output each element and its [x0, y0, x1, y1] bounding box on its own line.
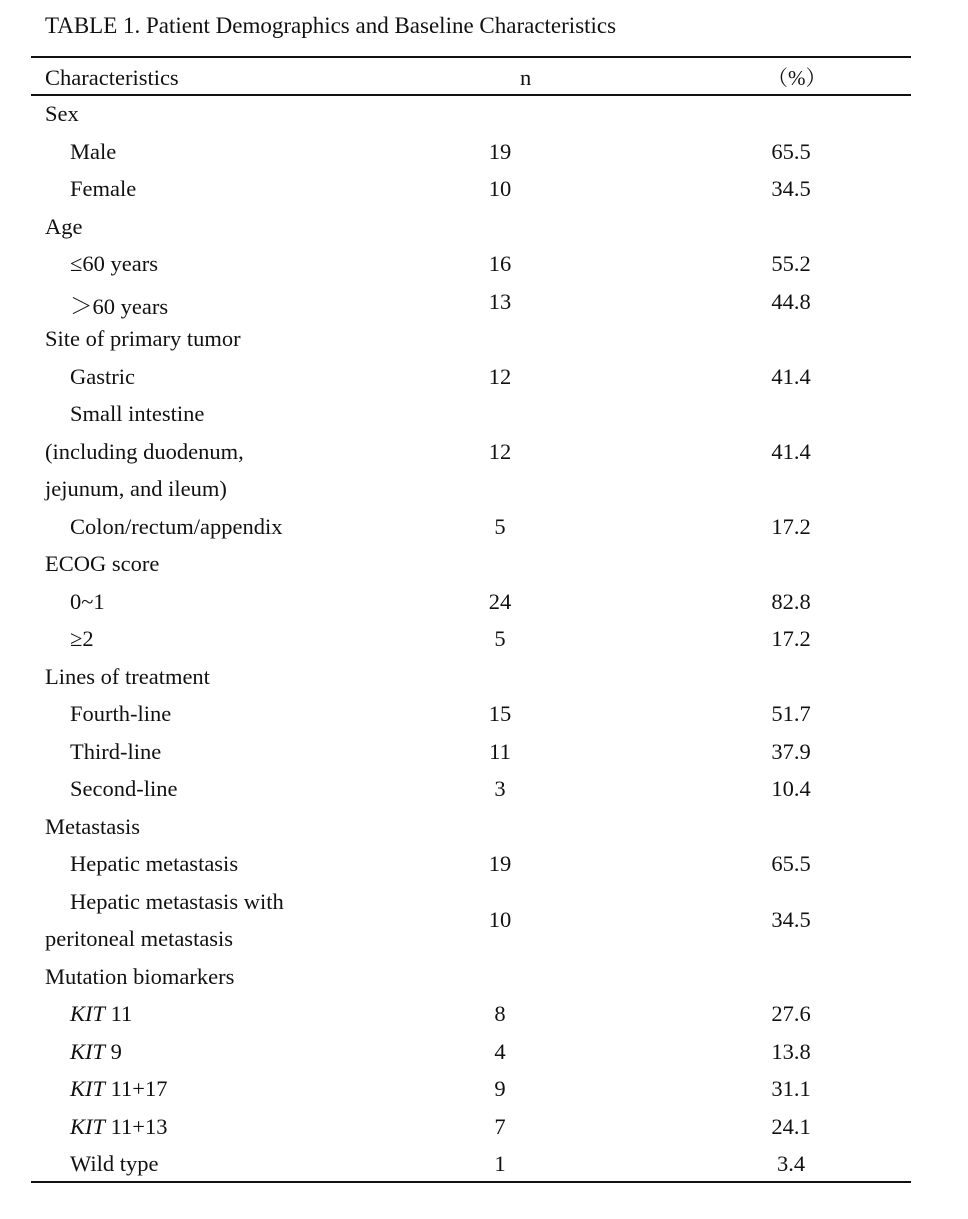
n-value: 12 — [488, 363, 512, 389]
n-value: 16 — [488, 251, 512, 276]
table-row — [0, 626, 968, 664]
bottom-rule — [31, 1181, 911, 1183]
header-rule — [31, 94, 911, 96]
row-label-cont: peritoneal metastasis — [45, 926, 234, 951]
group-row — [0, 214, 968, 252]
row-label — [70, 1114, 168, 1140]
group-label: Mutation biomarkers — [45, 963, 235, 989]
n-value: 4 — [494, 1038, 506, 1064]
n-value: 24 — [488, 588, 512, 614]
row-label: Third-line — [70, 738, 162, 764]
row-label-cont: jejunum, and ileum) — [45, 476, 227, 501]
percent-value: 65.5 — [771, 138, 811, 164]
percent-value: 3.4 — [776, 1151, 806, 1176]
n-value: 3 — [494, 776, 506, 801]
table-header — [0, 60, 968, 94]
n-value: 11 — [489, 738, 511, 764]
group-label: Lines of treatment — [45, 663, 210, 689]
row-label: Male — [70, 138, 117, 164]
n-value: 1 — [494, 1151, 506, 1176]
n-value: 19 — [488, 851, 512, 876]
row-label — [70, 1076, 168, 1102]
table-row — [0, 289, 968, 327]
table-row — [0, 589, 968, 627]
row-label: Fourth-line — [70, 701, 172, 726]
n-value: 10 — [488, 907, 512, 933]
group-row — [0, 551, 968, 589]
percent-value: 55.2 — [771, 251, 811, 276]
row-label: ＞60 years — [70, 293, 169, 319]
n-value: 12 — [488, 438, 512, 464]
table-row — [0, 739, 968, 777]
row-label-cont: (including duodenum, — [45, 438, 244, 464]
row-label: Second-line — [70, 776, 178, 801]
table-row — [0, 176, 968, 214]
table-row — [0, 851, 968, 889]
table-row — [0, 1076, 968, 1114]
table-caption: TABLE 1. Patient Demographics and Baseline Characteristics — [45, 13, 617, 38]
row-label: ≥2 — [70, 626, 94, 651]
percent-value: 10.4 — [771, 776, 811, 801]
gene-name: KIT — [70, 1038, 106, 1064]
table-row — [0, 1114, 968, 1152]
gene-name: KIT — [70, 1001, 106, 1026]
group-label: Metastasis — [45, 813, 140, 839]
n-value: 15 — [488, 701, 512, 726]
n-value: 13 — [488, 288, 512, 314]
percent-value: 41.4 — [771, 438, 811, 464]
n-value: 5 — [494, 513, 506, 539]
table-row — [0, 776, 968, 814]
gene-name: KIT — [70, 1113, 106, 1139]
row-label — [70, 1001, 132, 1027]
table-row — [0, 1039, 968, 1077]
header-percent: （%） — [767, 66, 827, 90]
percent-value: 13.8 — [771, 1038, 811, 1064]
n-value: 9 — [494, 1076, 506, 1101]
top-rule — [31, 56, 911, 58]
group-row — [0, 101, 968, 139]
header-n: n — [520, 65, 532, 90]
percent-value: 37.9 — [771, 738, 811, 764]
header-characteristics: Characteristics — [45, 65, 179, 90]
row-label: Small intestine — [70, 401, 205, 426]
table-row — [0, 251, 968, 289]
percent-value: 17.2 — [771, 626, 811, 651]
exon-label: 9 — [105, 1038, 122, 1064]
table-row — [0, 1001, 968, 1039]
percent-value: 17.2 — [771, 513, 811, 539]
exon-label: 11+13 — [105, 1113, 168, 1139]
row-label: Female — [70, 176, 137, 201]
row-label: Hepatic metastasis — [70, 851, 239, 876]
row-label: 0~1 — [70, 588, 105, 614]
percent-value: 34.5 — [771, 907, 811, 933]
group-label: Age — [45, 213, 83, 239]
group-label: Site of primary tumor — [45, 326, 241, 351]
exon-label: 11+17 — [105, 1076, 168, 1101]
row-label: Colon/rectum/appendix — [70, 513, 283, 539]
group-label: ECOG score — [45, 551, 160, 576]
group-row — [0, 326, 968, 364]
gene-name: KIT — [70, 1076, 106, 1101]
row-label: Wild type — [70, 1151, 159, 1176]
percent-value: 82.8 — [771, 588, 811, 614]
table-row — [0, 401, 968, 514]
group-label: Sex — [45, 101, 79, 126]
exon-label: 11 — [105, 1001, 133, 1026]
percent-value: 31.1 — [771, 1076, 811, 1101]
n-value: 8 — [494, 1001, 506, 1026]
table-row — [0, 889, 968, 964]
n-value: 19 — [488, 138, 512, 164]
n-value: 5 — [494, 626, 506, 651]
group-row — [0, 664, 968, 702]
row-label: Gastric — [70, 363, 135, 389]
percent-value: 24.1 — [771, 1113, 811, 1139]
row-label — [70, 1039, 122, 1065]
percent-value: 34.5 — [771, 176, 811, 201]
percent-value: 41.4 — [771, 363, 811, 389]
group-row — [0, 814, 968, 852]
table-row — [0, 139, 968, 177]
percent-value: 51.7 — [771, 701, 811, 726]
row-label: Hepatic metastasis with — [70, 888, 284, 914]
percent-value: 44.8 — [771, 288, 811, 314]
percent-value: 65.5 — [771, 851, 811, 876]
row-label: ≤60 years — [70, 251, 158, 276]
percent-value: 27.6 — [771, 1001, 811, 1026]
table-row — [0, 514, 968, 552]
n-value: 7 — [494, 1113, 506, 1139]
n-value: 10 — [488, 176, 512, 201]
group-row — [0, 964, 968, 1002]
table-row — [0, 701, 968, 739]
table-row — [0, 364, 968, 402]
